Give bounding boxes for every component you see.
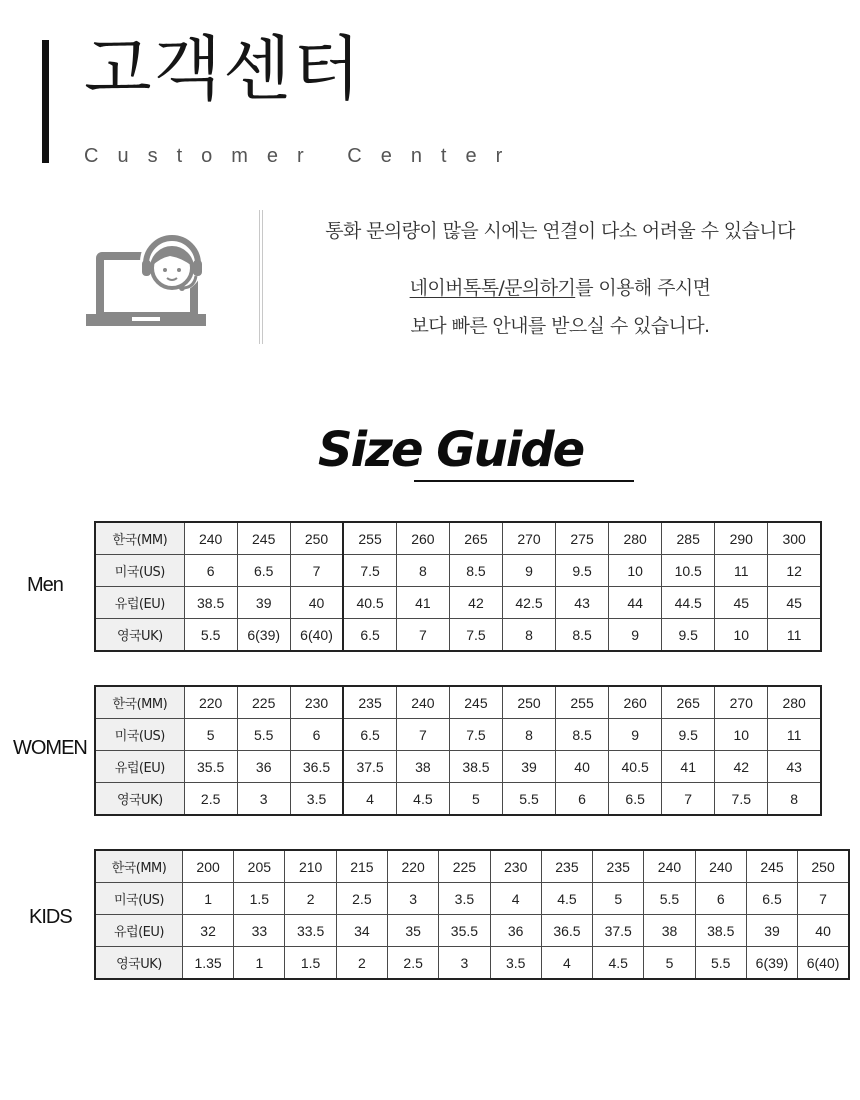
row-label: 미국(US) [95,719,184,751]
page-subtitle: Customer Center [84,145,522,167]
size-cell: 245 [746,850,797,883]
size-cell: 215 [336,850,387,883]
notice-line-2-rest: 를 이용해 주시면 [575,277,711,299]
size-cell: 6.5 [237,555,290,587]
size-cell: 240 [396,686,449,719]
size-cell: 4.5 [396,783,449,816]
naver-talktalk-inquiry-link[interactable]: 네이버톡톡/문의하기 [409,277,576,299]
size-cell: 6.5 [343,719,396,751]
size-cell: 9 [502,555,555,587]
size-cell: 1.5 [234,883,285,915]
size-cell: 38.5 [449,751,502,783]
size-cell: 3.5 [490,947,541,980]
size-cell: 8.5 [556,619,609,652]
size-cell: 7.5 [449,619,502,652]
size-cell: 11 [768,719,821,751]
page-title: 고객센터 [84,28,363,110]
size-cell: 44.5 [662,587,715,619]
row-label: 유럽(EU) [95,915,182,947]
size-cell: 200 [182,850,233,883]
size-cell: 2.5 [388,947,439,980]
table-row [95,850,849,883]
size-cell: 250 [798,850,849,883]
size-cell: 1.35 [182,947,233,980]
size-cell: 7 [798,883,849,915]
notice-line-1: 통화 문의량이 많을 시에는 연결이 다소 어려울 수 있습니다 [325,220,795,242]
size-cell: 5 [449,783,502,816]
size-cell: 235 [541,850,592,883]
size-cell: 3.5 [290,783,343,816]
table-row [95,619,821,652]
size-cell: 225 [237,686,290,719]
notice-line-3: 보다 빠른 안내를 받으실 수 있습니다. [410,315,710,337]
size-cell: 300 [768,522,821,555]
size-cell: 230 [490,850,541,883]
size-cell: 40 [556,751,609,783]
size-cell: 290 [715,522,768,555]
size-cell: 5.5 [184,619,237,652]
size-cell: 42 [449,587,502,619]
size-cell: 1 [182,883,233,915]
size-cell: 44 [609,587,662,619]
size-cell: 9.5 [662,719,715,751]
row-label: 영국UK) [95,783,184,816]
size-cell: 9 [609,719,662,751]
size-cell: 4 [541,947,592,980]
size-cell: 4.5 [541,883,592,915]
women-label: WOMEN [13,737,87,759]
row-label: 유럽(EU) [95,587,184,619]
size-cell: 38 [396,751,449,783]
size-cell: 3 [388,883,439,915]
size-cell: 245 [237,522,290,555]
size-cell: 7 [290,555,343,587]
size-cell: 260 [609,686,662,719]
size-cell: 38.5 [184,587,237,619]
table-row [95,555,821,587]
size-cell: 235 [593,850,644,883]
size-cell: 210 [285,850,336,883]
table-row [95,587,821,619]
size-cell: 255 [556,686,609,719]
row-label: 한국(MM) [95,686,184,719]
size-cell: 2 [336,947,387,980]
size-cell: 42 [715,751,768,783]
size-cell: 3.5 [439,883,490,915]
size-cell: 12 [768,555,821,587]
size-cell: 8 [502,719,555,751]
table-row [95,947,849,980]
size-cell: 39 [502,751,555,783]
size-cell: 8 [502,619,555,652]
row-label: 한국(MM) [95,850,182,883]
size-cell: 270 [715,686,768,719]
size-cell: 42.5 [502,587,555,619]
kids-size-table [94,849,850,980]
size-cell: 40 [290,587,343,619]
size-cell: 38.5 [695,915,746,947]
size-cell: 36 [237,751,290,783]
size-cell: 5.5 [644,883,695,915]
size-cell: 8.5 [449,555,502,587]
size-cell: 4.5 [593,947,644,980]
size-cell: 240 [695,850,746,883]
size-cell: 5.5 [502,783,555,816]
size-cell: 6(39) [746,947,797,980]
row-label: 미국(US) [95,555,184,587]
size-cell: 240 [184,522,237,555]
size-cell: 7.5 [343,555,396,587]
size-cell: 39 [746,915,797,947]
size-cell: 40 [798,915,849,947]
size-cell: 250 [502,686,555,719]
size-cell: 32 [182,915,233,947]
size-guide-title: Size Guide [318,422,584,478]
size-cell: 280 [609,522,662,555]
size-cell: 7.5 [449,719,502,751]
size-cell: 36.5 [290,751,343,783]
size-cell: 35.5 [184,751,237,783]
size-cell: 33.5 [285,915,336,947]
size-cell: 260 [396,522,449,555]
size-cell: 11 [715,555,768,587]
size-cell: 7 [396,619,449,652]
row-label: 유럽(EU) [95,751,184,783]
size-cell: 37.5 [343,751,396,783]
size-cell: 6(39) [237,619,290,652]
vertical-divider [259,210,263,344]
size-cell: 6(40) [290,619,343,652]
size-cell: 43 [556,587,609,619]
size-cell: 225 [439,850,490,883]
row-label: 영국UK) [95,947,182,980]
kids-label: KIDS [29,906,72,928]
size-cell: 6 [290,719,343,751]
size-cell: 45 [768,587,821,619]
size-cell: 45 [715,587,768,619]
size-cell: 9.5 [556,555,609,587]
size-cell: 220 [184,686,237,719]
size-cell: 10 [609,555,662,587]
size-cell: 43 [768,751,821,783]
size-cell: 10.5 [662,555,715,587]
customer-support-laptop-icon [86,228,206,328]
title-accent-bar [42,40,49,163]
size-cell: 6.5 [746,883,797,915]
women-size-table [94,685,822,816]
men-size-table [94,521,822,652]
size-cell: 5.5 [237,719,290,751]
size-cell: 1 [234,947,285,980]
size-cell: 2.5 [336,883,387,915]
size-cell: 5 [593,883,644,915]
size-cell: 205 [234,850,285,883]
row-label: 미국(US) [95,883,182,915]
size-cell: 8.5 [556,719,609,751]
size-cell: 40.5 [343,587,396,619]
size-cell: 5 [644,947,695,980]
size-cell: 36 [490,915,541,947]
row-label: 영국UK) [95,619,184,652]
size-cell: 2 [285,883,336,915]
size-cell: 9 [609,619,662,652]
size-cell: 6 [184,555,237,587]
table-row [95,686,821,719]
size-cell: 40.5 [609,751,662,783]
size-cell: 6(40) [798,947,849,980]
size-cell: 35 [388,915,439,947]
size-cell: 220 [388,850,439,883]
men-label: Men [27,574,63,596]
size-cell: 285 [662,522,715,555]
size-cell: 8 [768,783,821,816]
size-cell: 230 [290,686,343,719]
size-cell: 7 [396,719,449,751]
size-cell: 5 [184,719,237,751]
table-row [95,915,849,947]
size-cell: 33 [234,915,285,947]
size-cell: 5.5 [695,947,746,980]
size-cell: 255 [343,522,396,555]
size-cell: 250 [290,522,343,555]
size-cell: 6.5 [609,783,662,816]
size-cell: 39 [237,587,290,619]
table-row [95,522,821,555]
size-cell: 9.5 [662,619,715,652]
size-cell: 36.5 [541,915,592,947]
size-cell: 235 [343,686,396,719]
size-cell: 270 [502,522,555,555]
row-label: 한국(MM) [95,522,184,555]
size-cell: 4 [490,883,541,915]
size-cell: 3 [237,783,290,816]
table-row [95,883,849,915]
size-cell: 245 [449,686,502,719]
table-row [95,719,821,751]
size-cell: 6 [695,883,746,915]
size-cell: 4 [343,783,396,816]
size-cell: 38 [644,915,695,947]
size-cell: 6.5 [343,619,396,652]
size-guide-underline [414,480,634,482]
size-cell: 265 [662,686,715,719]
size-cell: 8 [396,555,449,587]
size-cell: 280 [768,686,821,719]
size-cell: 3 [439,947,490,980]
size-cell: 10 [715,719,768,751]
size-cell: 34 [336,915,387,947]
size-cell: 35.5 [439,915,490,947]
size-cell: 37.5 [593,915,644,947]
size-cell: 1.5 [285,947,336,980]
size-cell: 7 [662,783,715,816]
size-cell: 10 [715,619,768,652]
size-cell: 7.5 [715,783,768,816]
size-cell: 240 [644,850,695,883]
table-row [95,783,821,816]
size-cell: 265 [449,522,502,555]
size-cell: 41 [396,587,449,619]
size-cell: 2.5 [184,783,237,816]
size-cell: 275 [556,522,609,555]
size-cell: 6 [556,783,609,816]
notice-line-2 [330,273,790,300]
size-cell: 41 [662,751,715,783]
table-row [95,751,821,783]
size-cell: 11 [768,619,821,652]
